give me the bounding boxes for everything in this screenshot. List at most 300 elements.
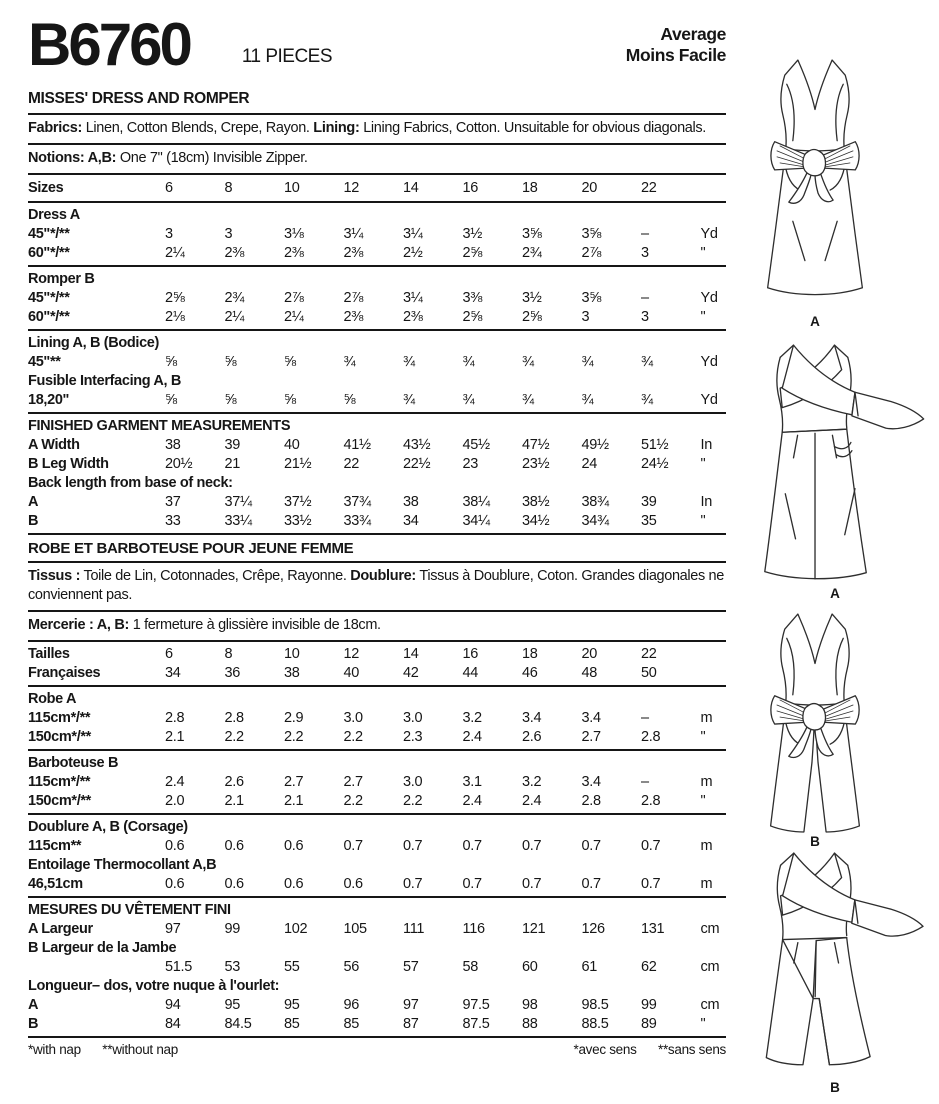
section-heading: MESURES DU VÊTEMENT FINI [28,902,231,918]
size-value: 2.1 [284,793,304,809]
chart-row [28,512,726,531]
unit-cell: In [700,494,712,510]
size-value: 33 [165,513,181,529]
size-value: 99 [224,921,241,937]
row-label: 46,51cm [28,876,83,892]
size-value: ⅝ [165,354,177,370]
size-value: 3 [641,245,649,261]
row-label: Tailles [28,646,70,662]
size-value: 0.6 [165,876,185,892]
size-value: 2.8 [581,793,601,809]
size-value: 84.5 [224,1016,252,1032]
row-label: 45"** [28,354,61,370]
divider-rule [28,610,726,612]
unit-cell: " [700,456,706,472]
size-value: 42 [403,665,419,681]
size-value: 84 [165,1016,181,1032]
size-chart-panel [28,8,726,1059]
size-value: 34¼ [462,513,490,529]
size-value: 97 [165,921,181,937]
size-value: 50 [641,665,657,681]
size-value: 2⅜ [343,245,364,261]
size-value: 2.7 [343,774,363,790]
row-label: 150cm*/** [28,729,91,745]
size-value: ⅝ [224,392,237,408]
section-heading: Romper B [28,271,95,287]
size-value: 2¾ [224,290,245,306]
header-row [28,8,726,82]
size-value: ¾ [462,354,475,370]
size-value: 2.8 [224,710,244,726]
footnote-sans-sens: **sans sens [658,1042,726,1057]
footnotes-english [28,1041,178,1059]
divider-rule [28,685,726,687]
size-value: 34½ [522,513,550,529]
divider-rule [28,113,726,115]
footnotes-row [28,1041,726,1059]
unit-cell [701,664,727,683]
row-label: A Largeur [28,921,93,937]
size-value: 105 [343,921,367,937]
size-value: 47½ [522,437,550,453]
section-heading: Back length from base of neck: [28,475,233,491]
size-value: – [641,226,649,242]
chart-row [28,875,726,894]
size-value: 2⅜ [284,245,304,261]
size-value: 2⅞ [284,290,304,306]
size-value: 131 [641,921,665,937]
size-value: 111 [403,921,425,937]
size-value: ⅝ [284,354,296,370]
footnote-with-nap: *with nap [28,1042,81,1057]
size-value: 37¼ [224,494,252,510]
unit-cell [701,645,727,664]
chart-row [28,244,726,263]
size-value: ⅝ [165,392,177,408]
dress-a-front-illustration [735,52,895,329]
pattern-number: B6760 [28,11,190,78]
size-value: 0.6 [224,838,244,854]
chart-row [28,958,726,977]
chart-row [28,664,726,683]
size-value: 2.8 [165,710,185,726]
divider-rule [28,329,726,331]
size-value: ¾ [462,392,475,408]
size-value: 61 [581,959,598,975]
divider-rule [28,749,726,751]
size-value: 2.2 [284,729,304,745]
row-label: A Width [28,437,80,453]
romper-b-back-illustration [735,848,939,1095]
size-value: 46 [522,665,538,681]
size-value: 37¾ [343,494,371,510]
size-value: 22½ [403,456,431,472]
size-value: 2.3 [403,729,423,745]
size-value: 37½ [284,494,312,510]
size-value: 49½ [581,437,609,453]
size-value: ¾ [403,354,415,370]
chart-row [28,391,726,410]
size-value: 2.2 [343,729,363,745]
size-value: 3.2 [522,774,542,790]
romper-b-front-illustration [735,606,895,849]
size-value: 3 [581,309,590,325]
size-value: 85 [343,1016,360,1032]
row-label: Sizes [28,180,64,196]
divider-rule [28,201,726,203]
difficulty-english: Average [660,24,726,44]
chart-row [28,308,726,327]
pattern-title: MISSES' DRESS AND ROMPER [28,90,250,107]
unit-cell: " [700,729,706,745]
size-value: 2⅜ [224,245,245,261]
size-value: 20 [581,180,598,196]
size-value: 95 [284,997,300,1013]
size-value: 0.7 [522,876,542,892]
size-value: 3¼ [403,290,423,306]
size-value: 2.6 [522,729,542,745]
chart-row [28,792,726,811]
size-value: 38½ [522,494,550,510]
size-value: 0.6 [343,876,363,892]
size-value: 3⅝ [581,226,602,242]
size-value: 98 [522,997,538,1013]
size-value: 0.7 [462,876,482,892]
view-label: B [830,1080,840,1095]
size-value: 53 [224,959,241,975]
size-value: 3⅛ [284,226,304,242]
row-label: A [28,997,39,1013]
size-value: 43½ [403,437,431,453]
size-value: 97.5 [462,997,490,1013]
chart-row [28,225,726,244]
size-value: 2.1 [224,793,244,809]
footnotes-french [574,1041,727,1059]
unit-cell: cm [700,997,720,1013]
size-value: 12 [343,180,360,196]
dress-a-back-drawing [735,340,935,586]
size-value: 35 [641,513,657,529]
unit-cell: m [700,710,713,726]
size-value: 22 [641,180,657,196]
size-value: 2.2 [343,793,363,809]
size-value: 0.7 [581,838,601,854]
chart-row [28,1015,726,1034]
unit-cell: m [700,876,713,892]
chart-row [28,996,726,1015]
size-value: 16 [462,646,479,662]
row-label: 18,20" [28,392,70,408]
row-label: 45"*/** [28,226,70,242]
size-value: 23½ [522,456,550,472]
size-value: ¾ [522,392,534,408]
size-value: 14 [403,180,419,196]
unit-cell: " [700,1016,706,1032]
size-value: 2⅜ [343,309,364,325]
size-value: 2⅝ [462,309,483,325]
size-value: 38 [284,665,300,681]
row-label: 45"*/** [28,290,70,306]
size-value: 0.6 [284,838,304,854]
size-value: 126 [581,921,605,937]
unit-cell: Yd [700,354,718,370]
view-label: A [830,586,840,601]
size-value: 0.7 [462,838,482,854]
size-value: 3.0 [403,710,423,726]
dress-a-front-drawing [735,52,895,314]
size-value: 33½ [284,513,312,529]
pieces-count: 11 PIECES [241,46,333,67]
row-label: 115cm*/** [28,774,91,790]
size-value: 45½ [462,437,490,453]
description-paragraph: Tissus : Toile de Lin, Cotonnades, Crêpe, Rayonne. Doublure: Tissus à Doublure, Coton. Grandes diagonales ne conviennent pas. [28,568,724,603]
chart-row [28,289,726,308]
size-value: 2¾ [522,245,542,261]
size-value: 2⅜ [403,309,423,325]
unit-cell: m [700,838,713,854]
size-value: 89 [641,1016,657,1032]
size-value: 0.7 [343,838,363,854]
unit-cell: " [700,309,706,325]
size-value: – [641,290,649,306]
row-label: B [28,513,39,529]
size-value: 3¼ [403,226,423,242]
size-value: 41½ [343,437,371,453]
size-value: 60 [522,959,538,975]
row-label: B [28,1016,39,1032]
size-value: 34 [403,513,419,529]
row-label: A [28,494,39,510]
size-value: 0.6 [224,876,244,892]
size-value: 2⅞ [581,245,602,261]
section-heading: Fusible Interfacing A, B [28,373,181,389]
size-value: 18 [522,180,538,196]
size-value: 37 [165,494,181,510]
size-value: 38¾ [581,494,609,510]
size-value: 3½ [522,290,542,306]
size-value: 8 [224,646,233,662]
romper-b-back-drawing [735,848,935,1080]
difficulty-rating [626,24,726,65]
unit-cell: cm [700,959,720,975]
chart-row [28,837,726,856]
size-value: 33¾ [343,513,371,529]
chart-row [28,773,726,792]
size-value: 3½ [462,226,483,242]
dress-a-back-illustration [735,340,939,601]
unit-cell: " [700,245,706,261]
section-heading: FINISHED GARMENT MEASUREMENTS [28,418,291,434]
size-value: 38 [403,494,419,510]
chart-row [28,178,726,199]
size-value: 0.7 [522,838,542,854]
size-value: 3.1 [462,774,482,790]
size-value: 2.7 [581,729,601,745]
row-label: B Leg Width [28,456,109,472]
size-value: 51.5 [165,959,193,975]
size-value: 3.4 [581,710,601,726]
chart-row [28,709,726,728]
size-value: 3.4 [522,710,542,726]
size-value: 96 [343,997,360,1013]
size-value: 0.7 [403,876,423,892]
divider-rule [28,896,726,898]
size-value: 14 [403,646,419,662]
size-value: 0.7 [641,876,661,892]
size-value: 39 [224,437,241,453]
size-value: 38 [165,437,181,453]
chart-row [28,728,726,747]
size-value: 8 [224,180,233,196]
unit-cell: Yd [700,226,718,242]
size-value: 40 [284,437,300,453]
measurement-sheet [28,113,726,1038]
divider-rule [28,561,726,563]
size-value: ¾ [641,392,653,408]
size-value: 97 [403,997,419,1013]
size-value: 34 [165,665,181,681]
section-heading: ROBE ET BARBOTEUSE POUR JEUNE FEMME [28,540,354,557]
size-value: 2⅝ [462,245,483,261]
garment-illustrations [735,0,939,1104]
size-value: ⅝ [224,354,237,370]
view-label: A [810,314,820,329]
divider-rule [28,533,726,535]
size-value: 20 [581,646,598,662]
size-value: 121 [522,921,546,937]
size-value: 2½ [403,245,423,261]
size-value: 23 [462,456,479,472]
size-value: – [641,710,649,726]
divider-rule [28,813,726,815]
size-value: ¾ [522,354,534,370]
section-heading: Barboteuse B [28,755,119,771]
size-value: 2¼ [284,309,304,325]
size-value: 2.4 [522,793,542,809]
size-value: 33¼ [224,513,252,529]
size-value: 102 [284,921,308,937]
row-label: 115cm** [28,838,82,854]
size-value: – [641,774,649,790]
row-label: 60"*/** [28,309,70,325]
size-value: 6 [165,646,173,662]
size-value: 2.8 [641,793,661,809]
size-value: 24½ [641,456,669,472]
size-value: ¾ [403,392,415,408]
size-value: 3⅝ [581,290,602,306]
description-paragraph: Fabrics: Linen, Cotton Blends, Crepe, Rayon. Lining: Lining Fabrics, Cotton. Unsuitable for obvious diagonals. [28,120,706,136]
size-value: 55 [284,959,300,975]
size-value: 10 [284,180,300,196]
size-value: 24 [581,456,598,472]
size-value: 18 [522,646,538,662]
size-value: 51½ [641,437,669,453]
size-value: 22 [641,646,657,662]
size-value: 0.7 [403,838,423,854]
section-heading: Longueur– dos, votre nuque à l'ourlet: [28,978,280,994]
size-value: ¾ [641,354,653,370]
size-value: 2.6 [224,774,244,790]
size-value: 44 [462,665,479,681]
size-value: 87.5 [462,1016,490,1032]
size-value: 39 [641,494,657,510]
size-value: 3 [641,309,649,325]
size-value: 2.1 [165,729,185,745]
size-value: ¾ [581,354,594,370]
row-label: Françaises [28,665,101,681]
chart-row [28,455,726,474]
divider-rule [28,640,726,642]
section-heading: Doublure A, B (Corsage) [28,819,188,835]
size-value: 3⅜ [462,290,483,306]
section-heading: Lining A, B (Bodice) [28,335,160,351]
row-label: 60"*/** [28,245,70,261]
chart-row [28,920,726,939]
size-value: 0.6 [165,838,185,854]
unit-cell: In [700,437,712,453]
unit-cell: Yd [700,290,718,306]
section-heading: Robe A [28,691,77,707]
size-value: 2.4 [165,774,185,790]
chart-row [28,493,726,512]
size-value: 57 [403,959,419,975]
size-value: ⅝ [284,392,296,408]
size-value: 56 [343,959,360,975]
size-value: 3.4 [581,774,601,790]
size-value: 3 [224,226,233,242]
size-value: 2.0 [165,793,185,809]
size-value: 2.7 [284,774,304,790]
unit-cell [701,178,727,199]
size-value: 58 [462,959,479,975]
size-value: ¾ [343,354,356,370]
divider-rule [28,1036,726,1038]
size-value: 21 [224,456,241,472]
size-value: 16 [462,180,479,196]
size-value: 88.5 [581,1016,609,1032]
chart-row [28,645,726,664]
size-value: 95 [224,997,241,1013]
view-label: B [810,834,820,849]
romper-b-front-drawing [735,606,895,834]
size-value: ⅝ [343,392,356,408]
size-value: 88 [522,1016,538,1032]
divider-rule [28,265,726,267]
footnote-avec-sens: *avec sens [573,1042,637,1057]
size-value: 0.7 [581,876,601,892]
size-value: 34¾ [581,513,609,529]
size-value: 3⅝ [522,226,542,242]
size-value: 99 [641,997,657,1013]
section-heading: Dress A [28,207,80,223]
size-value: 2.4 [462,729,482,745]
section-heading: B Largeur de la Jambe [28,940,177,956]
size-value: 40 [343,665,360,681]
size-value: 0.7 [641,838,661,854]
unit-cell: m [700,774,713,790]
size-value: 20½ [165,456,193,472]
row-label: 115cm*/** [28,710,91,726]
size-value: 2¼ [224,309,245,325]
size-value: 3.0 [403,774,423,790]
size-value: 2.4 [462,793,482,809]
unit-cell: Yd [700,392,718,408]
size-value: 2.2 [224,729,244,745]
size-value: 0.6 [284,876,304,892]
chart-row [28,353,726,372]
unit-cell: cm [700,921,720,937]
size-value: 2.2 [403,793,423,809]
